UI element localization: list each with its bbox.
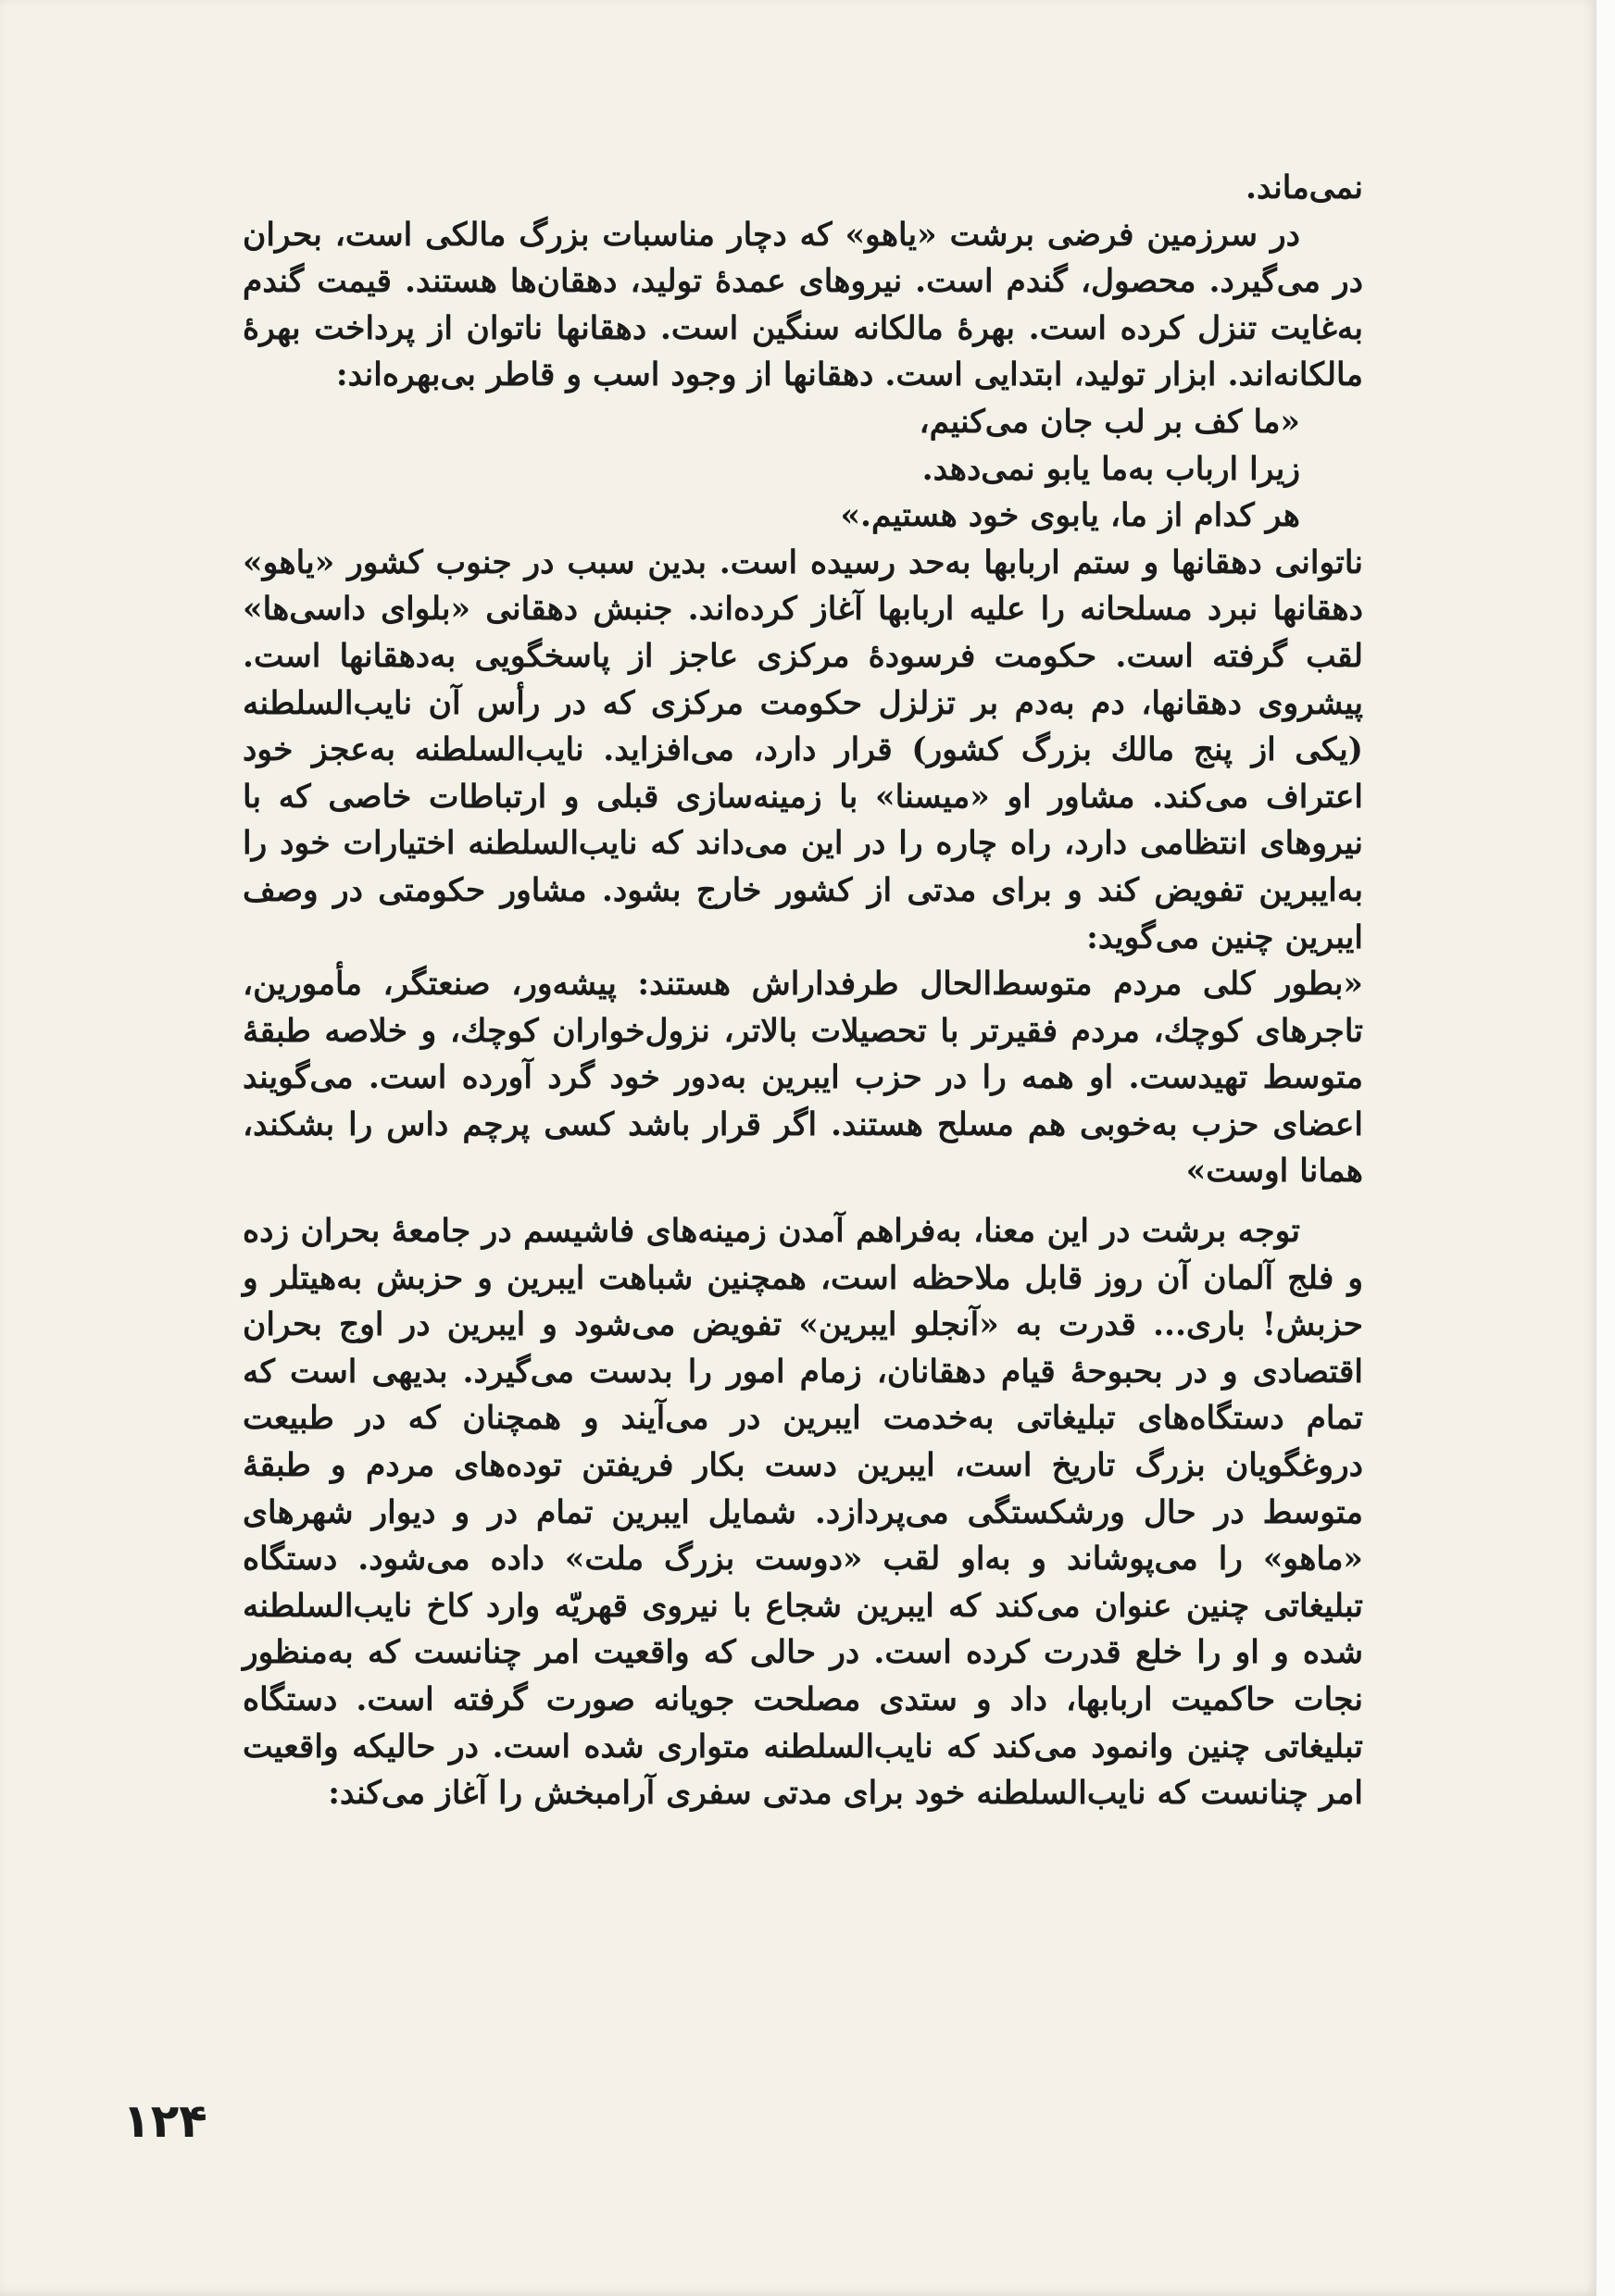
poem-line: «ما کف بر لب جان می‌کنیم، [919,403,1300,441]
poem-line: هر کدام از ما، یابوی خود هستیم.» [840,497,1300,535]
page-number: ۱۲۴ [122,2094,207,2148]
scan-edge [1596,0,1615,2296]
paragraph: نمی‌ماند. [1245,169,1363,206]
body-text [243,165,1363,1817]
paragraph: ناتوانی دهقانها و ستم اربابها به‌حد رسیده است. بدین سبب در جنوب کشور «یاهو» دهقانها نبرد مسلحانه را علیه اربابها آغاز کرده‌اند. جنبش دهقانی «بلوای داسی‌ها» لقب گرفته است. حکومت فرسودهٔ مرکزی عاجز از پاسخگویی به‌دهقانها است. پیشروی دهقانها، دم به‌دم بر تزلزل حکومت مرکزی که در رأس آن نایب‌السلطنه (یکی از پنج مالك بزرگ کشور) قرار دارد، می‌افزاید. نایب‌السلطنه به‌عجز خود اعتراف می‌کند. مشاور او «میسنا» با زمینه‌سازی قبلی و ارتباطات خاصی که با نیروهای انتظامی دارد، راه چاره را در این می‌داند که نایب‌السلطنه اختیارات خود را به‌ایبرین تفویض کند و برای مدتی از کشور خارج بشود. مشاور حکومتی در وصف ایبرین چنین می‌گوید: [243,543,1363,956]
quoted-paragraph: «بطور کلی مردم متوسط‌الحال طرفداراش هستند: پیشه‌ور، صنعتگر، مأمورین، تاجرهای کوچك، مردم فقیرتر با تحصیلات بالاتر، نزول‌خواران کوچك، و خلاصه طبقهٔ متوسط تهیدست. او همه را در حزب ایبرین به‌دور خود گرد آورده است. می‌گویند اعضای حزب به‌خوبی هم مسلح هستند. اگر قرار باشد کسی پرچم داس را بشکند، همانا اوست» [243,966,1363,1191]
poem-line: زیرا ارباب به‌ما یابو نمی‌دهد. [921,450,1300,488]
paragraph: در سرزمین فرضی برشت «یاهو» که دچار مناسبات بزرگ مالکی است، بحران در می‌گیرد. محصول، گندم است. نیروهای عمدهٔ تولید، دهقان‌ها هستند. قیمت گندم به‌غایت تنزل کرده است. بهرهٔ مالکانه سنگین است. دهقانها ناتوان از پرداخت بهرهٔ مالکانه‌اند. ابزار تولید، ابتدایی است. دهقانها از وجود اسب و قاطر بی‌بهره‌اند: [243,216,1363,394]
paragraph: توجه برشت در این معنا، به‌فراهم آمدن زمینه‌های فاشیسم در جامعهٔ بحران زده و فلج آلمان آن روز قابل ملاحظه است، همچنین شباهت ایبرین و حزبش به‌هیتلر و حزبش! باری... قدرت به «آنجلو ایبرین» تفویض می‌شود و ایبرین در اوج بحران اقتصادی و در بحبوحهٔ قیام دهقانان، زمام امور را بدست می‌گیرد. بدیهی است که تمام دستگاه‌های تبلیغاتی به‌خدمت ایبرین در می‌آیند و همچنان که در طبیعت دروغگویان بزرگ تاریخ است، ایبرین دست بکار فریفتن توده‌های مردم و طبقهٔ متوسط در حال ورشکستگی می‌پردازد. شمایل ایبرین تمام در و دیوار شهرهای «ماهو» را می‌پوشاند و به‌او لقب «دوست بزرگ ملت» داده می‌شود. دستگاه تبلیغاتی چنین عنوان می‌کند که ایبرین شجاع با نیروی قهریّه وارد کاخ نایب‌السلطنه شده و او را خلع قدرت کرده است. در حالی که واقعیت امر چنانست که به‌منظور نجات حاکمیت اربابها، داد و ستدی مصلحت جویانه صورت گرفته است. دستگاه تبلیغاتی چنین وانمود می‌کند که نایب‌السلطنه متواری شده است. در حالیکه واقعیت امر چنانست که نایب‌السلطنه خود برای مدتی سفری آرامبخش را آغاز می‌کند: [243,1213,1363,1813]
